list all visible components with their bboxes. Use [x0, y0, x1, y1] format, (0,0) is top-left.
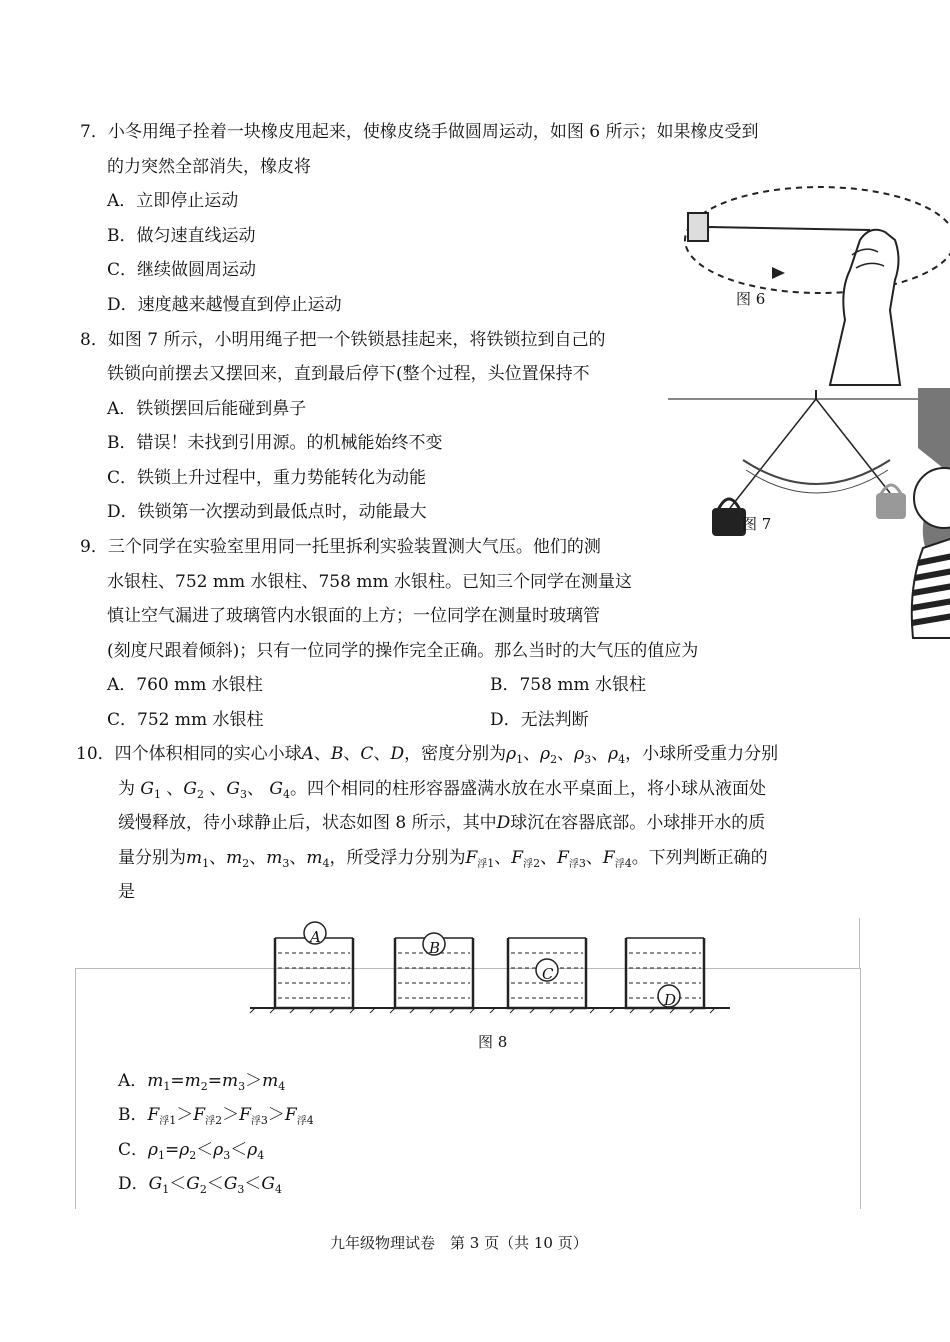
q10-stem-line3: 缓慢释放，待小球静止后，状态如图 8 所示，其中D球沉在容器底部。小球排开水的质 — [118, 813, 766, 833]
q9-stem-line4: (刻度尺跟着倾斜)；只有一位同学的操作完全正确。那么当时的大气压的值应为 — [107, 641, 699, 661]
q9-option-b: B．758 mm 水银柱 — [490, 675, 646, 695]
figure-7-illustration — [668, 388, 950, 638]
q10-option-a: A．$m_1=m_2=m_3>m_4$ — [118, 1071, 286, 1093]
q10-option-d: D．$G_1<G_2<G_3<G_4$ — [118, 1174, 283, 1196]
q9-stem-line2: 水银柱、752 mm 水银柱、758 mm 水银柱。已知三个同学在测量这 — [107, 572, 632, 592]
q7-stem-line1: 7．小冬用绳子拴着一块橡皮甩起来，使橡皮绕手做圆周运动，如图 6 所示；如果橡皮受到 — [80, 122, 759, 142]
q7-option-c: C．继续做圆周运动 — [107, 260, 257, 280]
q10-option-b: B．$F_{浮1}>F_{浮2}>F_{浮3}>F_{浮4}$ — [118, 1105, 314, 1127]
q9-option-d: D．无法判断 — [490, 710, 589, 730]
figure-6-caption: 图 6 — [736, 290, 766, 308]
q7-option-a: A．立即停止运动 — [107, 191, 239, 211]
q9-option-a: A．760 mm 水银柱 — [107, 675, 263, 695]
q8-option-d: D．铁锁第一次摆动到最低点时，动能最大 — [107, 502, 427, 522]
figure-8-caption: 图 8 — [478, 1033, 508, 1051]
q8-option-c: C．铁锁上升过程中，重力势能转化为动能 — [107, 468, 427, 488]
q8-stem-line2: 铁锁向前摆去又摆回来，直到最后停下(整个过程，头位置保持不 — [107, 364, 590, 384]
ball-d-label: D — [664, 991, 677, 1009]
q10-stem-line1: 10．四个体积相同的实心小球A、B、C、D，密度分别为$\rho_1$、$\rho_2$、$\rho_3$、$\rho_4$，小球所受重力分别 — [76, 744, 779, 766]
q7-option-b: B．做匀速直线运动 — [107, 226, 256, 246]
page-footer: 九年级物理试卷 第 3 页（共 10 页） — [330, 1234, 588, 1252]
q9-stem-line1: 9．三个同学在实验室里用同一托里拆利实验装置测大气压。他们的测 — [80, 537, 601, 557]
ball-b-label: B — [429, 939, 441, 957]
q10-option-c: C．$\rho_1=\rho_2<\rho_3<\rho_4$ — [118, 1140, 265, 1162]
frame-right-rule — [859, 918, 860, 968]
ball-c-label: C — [542, 965, 554, 983]
q10-stem-line5: 是 — [118, 882, 135, 902]
q8-stem-line1: 8．如图 7 所示，小明用绳子把一个铁锁悬挂起来，将铁锁拉到自己的 — [80, 330, 606, 350]
figure-6-illustration — [680, 170, 950, 380]
q10-stem-line2: 为 $G_1$ 、$G_2$ 、$G_3$、 $G_4$。四个相同的柱形容器盛满水放在水平桌面上，将小球从液面处 — [118, 779, 766, 801]
q7-stem-line2: 的力突然全部消失，橡皮将 — [107, 157, 311, 177]
q9-option-c: C．752 mm 水银柱 — [107, 710, 264, 730]
q10-stem-line4: 量分别为$m_1$、$m_2$、$m_3$、$m_4$，所受浮力分别为$F_{浮1}$、$F_{浮2}$、$F_{浮3}$、$F_{浮4}$。下列判断正确的 — [118, 848, 768, 870]
q9-stem-line3: 慎让空气漏进了玻璃管内水银面的上方；一位同学在测量时玻璃管 — [107, 606, 600, 626]
q8-option-b: B．错误！未找到引用源。的机械能始终不变 — [107, 433, 443, 453]
q7-option-d: D．速度越来越慢直到停止运动 — [107, 295, 342, 315]
figure-8-illustration — [250, 920, 730, 1020]
q8-option-a: A．铁锁摆回后能碰到鼻子 — [107, 399, 307, 419]
figure-7-caption: 图 7 — [742, 515, 772, 533]
ball-a-label: A — [310, 928, 321, 946]
